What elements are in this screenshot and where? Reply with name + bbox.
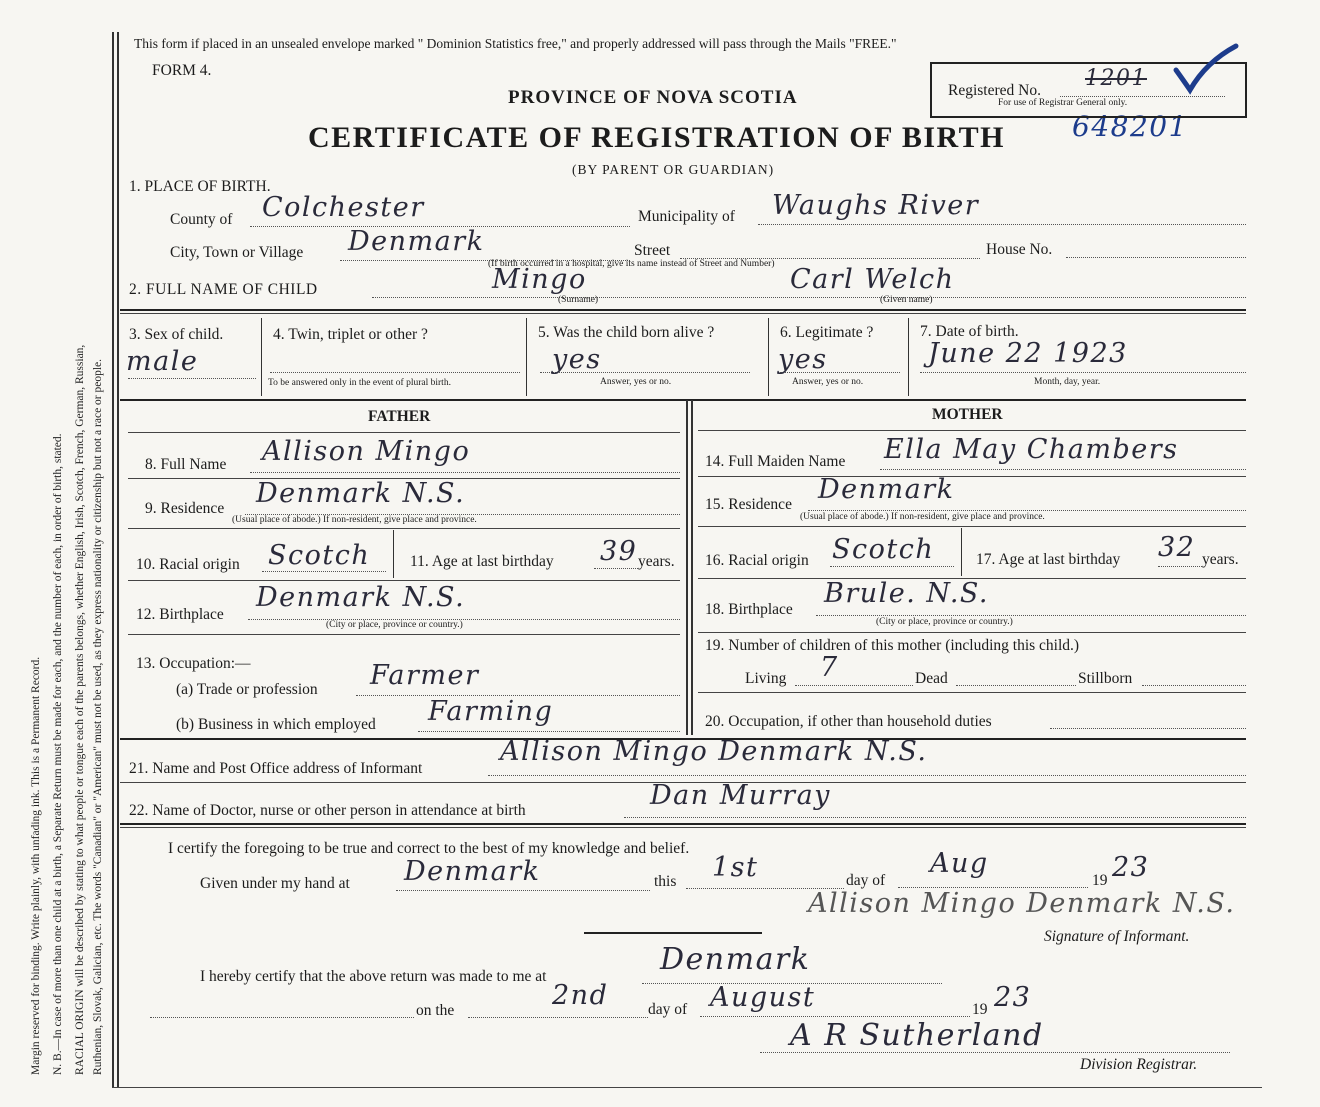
- father-race-label: 10. Racial origin: [136, 556, 240, 573]
- born-alive-value: yes: [552, 344, 602, 375]
- mail-note: This form if placed in an unsealed envelope marked " Dominion Statistics free," and properly addressed will pass through the Mails "FREE.": [134, 36, 897, 51]
- registrar-day-value: 2nd: [552, 980, 609, 1011]
- father-residence-value: Denmark N.S.: [256, 478, 466, 509]
- certify-statement: I certify the foregoing to be true and correct to the best of my knowledge and belief.: [168, 840, 690, 857]
- twin-label: 4. Twin, triplet or other ?: [273, 326, 428, 343]
- father-birthplace-note: (City or place, province or country.): [326, 620, 463, 630]
- sex-value: male: [126, 346, 199, 377]
- left-border-line-inner: [117, 32, 119, 1087]
- mother-residence-label: 15. Residence: [705, 496, 792, 513]
- father-name-label: 8. Full Name: [145, 456, 227, 473]
- father-birthplace-label: 12. Birthplace: [136, 606, 224, 623]
- born-alive-label: 5. Was the child born alive ?: [538, 324, 715, 341]
- city-label: City, Town or Village: [170, 244, 304, 261]
- registrar-signature: A R Sutherland: [790, 1018, 1044, 1053]
- surname-label: (Surname): [558, 295, 599, 305]
- mother-age-years: years.: [1202, 551, 1239, 568]
- form-number: FORM 4.: [152, 62, 212, 79]
- province-heading: PROVINCE OF NOVA SCOTIA: [508, 87, 798, 108]
- living-label: Living: [745, 670, 787, 687]
- margin-note-multiple-births: N. B.—In case of more than one child at a birth, a Separate Return must be made for each, and the number of each, in order of birth, stated.: [52, 433, 64, 1075]
- child-given-name: Carl Welch: [790, 264, 955, 295]
- given-under-label: Given under my hand at: [200, 875, 350, 892]
- certify-month-value: Aug: [930, 848, 989, 879]
- registrar-statement: I hereby certify that the above return was made to me at: [200, 968, 547, 985]
- father-age-value: 39: [600, 536, 638, 567]
- registrar-note: For use of Registrar General only.: [998, 98, 1128, 108]
- certify-place-value: Denmark: [404, 856, 541, 887]
- legitimate-label: 6. Legitimate ?: [780, 324, 874, 341]
- mother-race-value: Scotch: [832, 534, 935, 565]
- informant-signature-label: Signature of Informant.: [1044, 928, 1190, 945]
- legitimate-note: Answer, yes or no.: [792, 377, 864, 387]
- sex-label: 3. Sex of child.: [129, 326, 224, 343]
- certify-this-label: this: [654, 873, 677, 890]
- registered-label: Registered No.: [948, 82, 1041, 99]
- doctor-value: Dan Murray: [650, 780, 831, 811]
- father-trade-label: (a) Trade or profession: [176, 681, 318, 698]
- registrar-year-value: 23: [994, 982, 1032, 1013]
- mother-name-label: 14. Full Maiden Name: [705, 453, 846, 470]
- mother-birthplace-note: (City or place, province or country.): [876, 617, 1013, 627]
- mother-birthplace-value: Brule. N.S.: [824, 578, 990, 609]
- certificate-subtitle: (BY PARENT OR GUARDIAN): [572, 162, 775, 177]
- margin-note-binding: Margin reserved for binding. Write plainly, with unfading ink. This is a Permanent Record.: [30, 656, 42, 1075]
- mother-race-label: 16. Racial origin: [705, 552, 809, 569]
- father-name-value: Allison Mingo: [262, 436, 471, 467]
- mother-name-value: Ella May Chambers: [884, 434, 1179, 465]
- mother-heading: MOTHER: [932, 406, 1003, 423]
- margin-note-racial-origin-2: Ruthenian, Slovak, Galician, etc. The words "Canadian" or "American" must not be used, as they express nationality or citizenship but not a race or people.: [92, 358, 104, 1075]
- child-surname: Mingo: [492, 264, 587, 295]
- father-age-label: 11. Age at last birthday: [410, 553, 554, 570]
- registrar-dayof-label: day of: [648, 1001, 688, 1018]
- city-value: Denmark: [348, 226, 485, 257]
- registered-number: 1201: [1085, 66, 1147, 91]
- street-label: Street: [634, 242, 671, 259]
- informant-label: 21. Name and Post Office address of Informant: [129, 760, 423, 777]
- municipality-label: Municipality of: [638, 208, 735, 225]
- certify-year-value: 23: [1112, 852, 1150, 883]
- registrar-onthe-label: on the: [416, 1002, 455, 1019]
- dob-note: Month, day, year.: [1034, 377, 1101, 387]
- father-race-value: Scotch: [268, 540, 371, 571]
- father-trade-value: Farmer: [370, 660, 480, 691]
- stillborn-label: Stillborn: [1078, 670, 1133, 687]
- child-name-label: 2. FULL NAME OF CHILD: [129, 281, 318, 298]
- certify-day-value: 1st: [712, 852, 759, 883]
- municipality-value: Waughs River: [772, 190, 980, 221]
- certificate-title: CERTIFICATE OF REGISTRATION OF BIRTH: [308, 121, 1005, 154]
- certify-dayof-label: day of: [846, 872, 886, 889]
- father-occupation-label: 13. Occupation:—: [136, 655, 251, 672]
- mother-occupation-label: 20. Occupation, if other than household duties: [705, 713, 992, 730]
- given-name-label: (Given name): [880, 295, 933, 305]
- informant-value: Allison Mingo Denmark N.S.: [500, 736, 928, 767]
- hospital-note: (If birth occurred in a hospital, give its name instead of Street and Number): [488, 259, 775, 269]
- county-value: Colchester: [262, 192, 425, 223]
- left-border-line: [112, 32, 114, 1087]
- registrar-year-prefix: 19: [972, 1001, 988, 1018]
- father-residence-note: (Usual place of abode.) If non-resident, give place and province.: [232, 515, 477, 525]
- county-label: County of: [170, 211, 233, 228]
- born-alive-note: Answer, yes or no.: [600, 377, 672, 387]
- father-business-label: (b) Business in which employed: [176, 716, 376, 733]
- mother-age-value: 32: [1158, 532, 1196, 563]
- twin-note: To be answered only in the event of plural birth.: [268, 378, 451, 388]
- registrar-title: Division Registrar.: [1080, 1056, 1198, 1073]
- dob-label: 7. Date of birth.: [920, 323, 1019, 340]
- checkmark-icon: [1172, 40, 1242, 95]
- certificate-number: 648201: [1072, 110, 1188, 143]
- doctor-label: 22. Name of Doctor, nurse or other person in attendance at birth: [129, 802, 526, 819]
- certify-year-prefix: 19: [1092, 872, 1108, 889]
- father-age-years: years.: [638, 553, 675, 570]
- mother-birthplace-label: 18. Birthplace: [705, 601, 793, 618]
- registrar-place-value: Denmark: [660, 942, 811, 977]
- mother-age-label: 17. Age at last birthday: [976, 551, 1121, 568]
- father-residence-label: 9. Residence: [145, 500, 225, 517]
- registrar-month-value: August: [710, 982, 816, 1013]
- dead-label: Dead: [915, 670, 948, 687]
- margin-note-racial-origin-1: RACIAL ORIGIN will be described by stating to what people or tongue each of the parents belongs, whether English, Irish, Scotch, French, German, Russian,: [74, 344, 86, 1075]
- house-number-label: House No.: [986, 241, 1053, 258]
- informant-signature: Allison Mingo Denmark N.S.: [808, 888, 1236, 919]
- place-of-birth-heading: 1. PLACE OF BIRTH.: [129, 178, 271, 195]
- mother-residence-value: Denmark: [818, 474, 955, 505]
- legitimate-value: yes: [778, 344, 828, 375]
- dob-value: June 22 1923: [928, 338, 1128, 369]
- father-birthplace-value: Denmark N.S.: [256, 582, 466, 613]
- living-value: 7: [820, 652, 839, 683]
- father-heading: FATHER: [368, 408, 431, 425]
- mother-residence-note: (Usual place of abode.) If non-resident, give place and province.: [800, 512, 1045, 522]
- mother-children-label: 19. Number of children of this mother (including this child.): [705, 637, 1080, 654]
- father-business-value: Farming: [428, 696, 554, 727]
